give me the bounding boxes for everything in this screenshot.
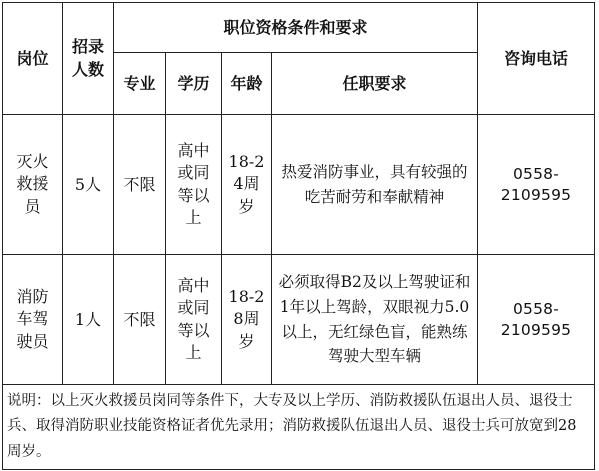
header-qualifications: 职位资格条件和要求 [114,3,478,53]
age-text: 18-24周岁 [228,151,265,216]
cell-age [222,115,272,255]
header-row-1 [3,3,595,53]
cell-age [222,255,272,385]
header-education: 学历 [166,53,222,115]
education-text: 高中或同等以上 [177,140,210,227]
note-row [3,385,595,470]
cell-major: 不限 [114,255,166,385]
cell-requirements: 热爱消防事业，具有较强的吃苦耐劳和奉献精神 [272,115,478,255]
position-text: 灭火救援员 [16,151,49,216]
cell-position [3,255,63,385]
cell-major: 不限 [114,115,166,255]
header-recruit-count [63,3,114,115]
header-age: 年龄 [222,53,272,115]
recruitment-table [2,2,595,470]
table-row [3,255,595,385]
education-text: 高中或同等以上 [177,275,210,362]
cell-count: 5人 [63,115,114,255]
cell-education [166,255,222,385]
cell-requirements: 必须取得B2及以上驾驶证和1年以上驾龄，双眼视力5.0以上，无红绿色盲，能熟练驾驶大型车辆 [272,255,478,385]
cell-phone: 0558-2109595 [478,115,595,255]
header-contact-phone: 咨询电话 [478,3,595,115]
note-text: 说明：以上灭火救援员岗同等条件下，大专及以上学历、消防救援队伍退出人员、退役士兵、取得消防职业技能资格证者优先录用；消防救援队伍退出人员、退役士兵可放宽到28周岁。 [3,385,595,470]
position-text: 消防车驾驶员 [16,286,49,351]
cell-education [166,115,222,255]
cell-phone: 0558-2109595 [478,255,595,385]
table-row [3,115,595,255]
cell-count: 1人 [63,255,114,385]
header-position: 岗位 [3,3,63,115]
header-recruit-count-text: 招录人数 [71,37,104,79]
header-requirements: 任职要求 [272,53,478,115]
age-text: 18-28周岁 [228,286,265,351]
header-major: 专业 [114,53,166,115]
cell-position [3,115,63,255]
